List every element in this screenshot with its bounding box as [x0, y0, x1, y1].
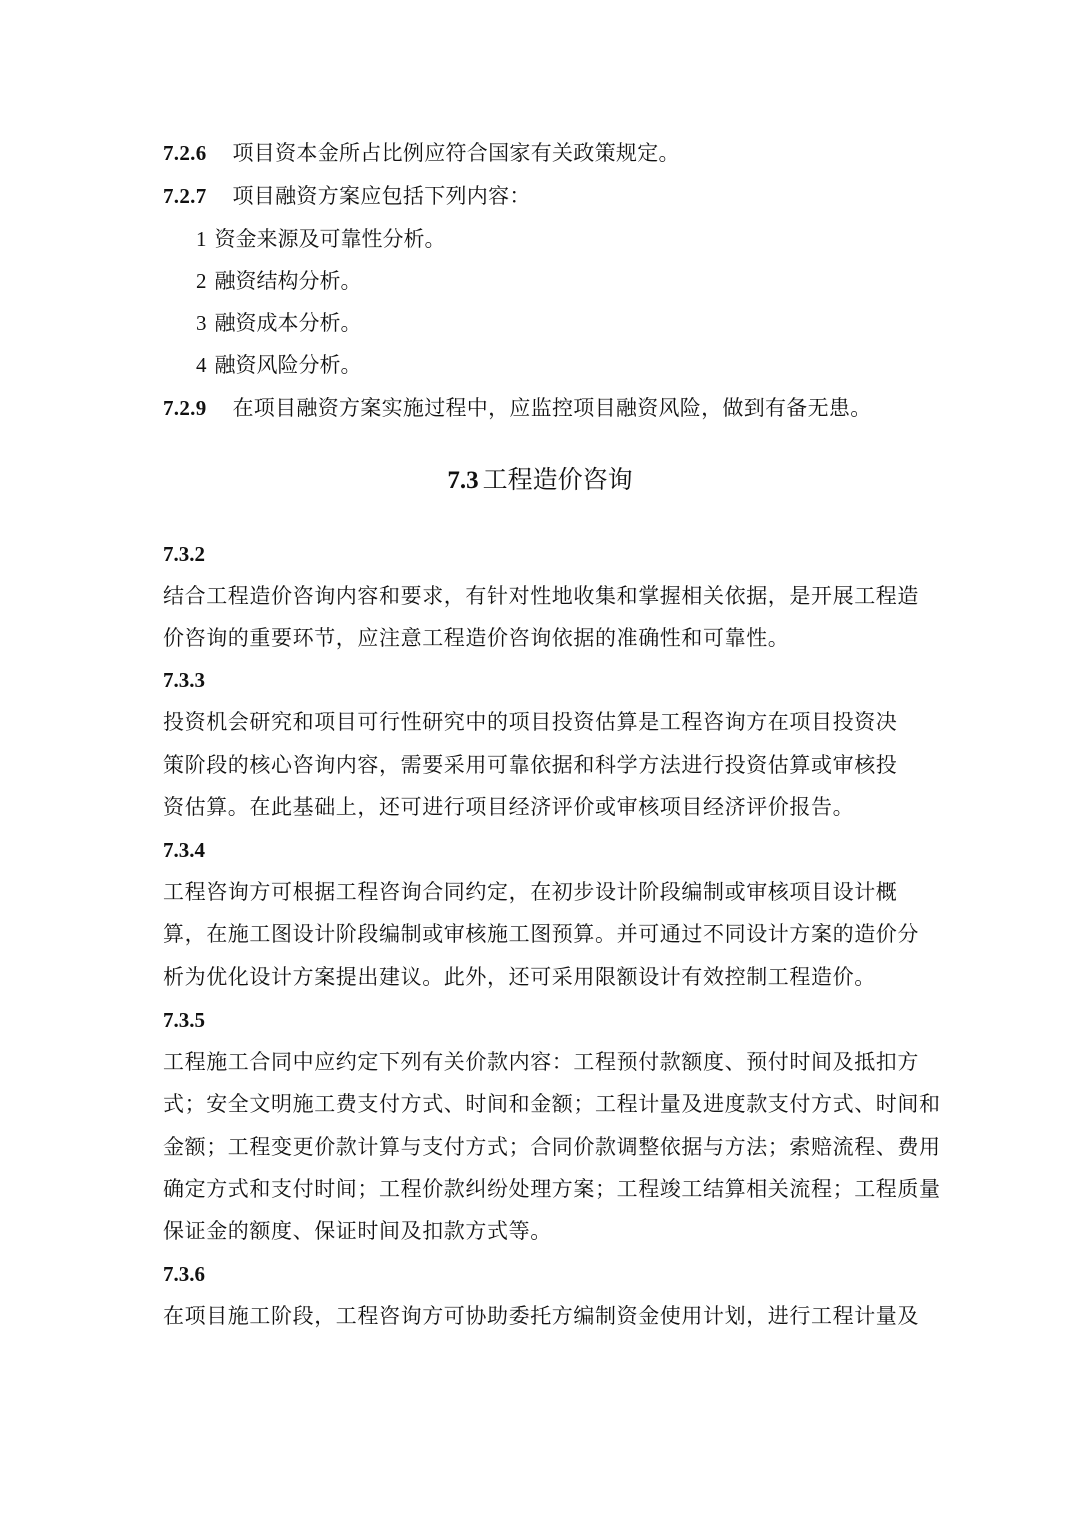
paragraph-line: 价咨询的重要环节，应注意工程造价咨询依据的准确性和可靠性。: [163, 626, 790, 650]
paragraph-line: 工程咨询方可根据工程咨询合同约定，在初步设计阶段编制或审核项目设计概: [163, 880, 898, 904]
paragraph-line: 策阶段的核心咨询内容，需要采用可靠依据和科学方法进行投资估算或审核投: [163, 753, 898, 777]
paragraph-line: 析为优化设计方案提出建议。此外，还可采用限额设计有效控制工程造价。: [163, 965, 876, 989]
clause-number: 7.2.6: [163, 141, 207, 165]
paragraph-line: 确定方式和支付时间；工程价款纠纷处理方案；工程竣工结算相关流程；工程质量: [163, 1177, 941, 1201]
paragraph-line: 资估算。在此基础上，还可进行项目经济评价或审核项目经济评价报告。: [163, 795, 855, 819]
section-heading: [0, 464, 1080, 497]
clause-7-2-6: [163, 139, 680, 167]
list-item: [196, 309, 362, 337]
clause-number-7-3-5: 7.3.5: [163, 1008, 205, 1032]
clause-number-7-3-6: 7.3.6: [163, 1262, 205, 1286]
list-item-text: 融资风险分析。: [214, 353, 362, 377]
list-item-text: 融资成本分析。: [214, 311, 362, 335]
clause-text: 在项目融资方案实施过程中，应监控项目融资风险，做到有备无患。: [232, 396, 872, 420]
clause-text: 项目融资方案应包括下列内容：: [232, 184, 531, 208]
paragraph-line: 在项目施工阶段，工程咨询方可协助委托方编制资金使用计划，进行工程计量及: [163, 1304, 919, 1328]
list-item-number: 3: [196, 311, 207, 335]
section-heading-title: 工程造价咨询: [482, 465, 633, 494]
clause-number: 7.2.7: [163, 184, 207, 208]
list-item-number: 1: [196, 227, 207, 251]
clause-number-7-3-3: 7.3.3: [163, 668, 205, 692]
clause-7-2-7: [163, 182, 531, 210]
list-item-text: 融资结构分析。: [214, 269, 362, 293]
clause-number: 7.2.9: [163, 396, 207, 420]
paragraph-line: 算，在施工图设计阶段编制或审核施工图预算。并可通过不同设计方案的造价分: [163, 922, 919, 946]
paragraph-line: 保证金的额度、保证时间及扣款方式等。: [163, 1219, 552, 1243]
paragraph-line: 结合工程造价咨询内容和要求，有针对性地收集和掌握相关依据，是开展工程造: [163, 584, 919, 608]
list-item: [196, 267, 362, 295]
list-item-text: 资金来源及可靠性分析。: [214, 227, 446, 251]
clause-number-7-3-2: 7.3.2: [163, 542, 205, 566]
section-heading-number: 7.3: [447, 467, 479, 494]
paragraph-line: 式；安全文明施工费支付方式、时间和金额；工程计量及进度款支付方式、时间和: [163, 1092, 941, 1116]
list-item-number: 2: [196, 269, 207, 293]
list-item: [196, 225, 446, 253]
clause-7-2-9: [163, 394, 872, 422]
clause-text: 项目资本金所占比例应符合国家有关政策规定。: [232, 141, 680, 165]
list-item: [196, 351, 362, 379]
paragraph-line: 投资机会研究和项目可行性研究中的项目投资估算是工程咨询方在项目投资决: [163, 710, 898, 734]
clause-number-7-3-4: 7.3.4: [163, 838, 205, 862]
list-item-number: 4: [196, 353, 207, 377]
paragraph-line: 工程施工合同中应约定下列有关价款内容：工程预付款额度、预付时间及抵扣方: [163, 1050, 919, 1074]
paragraph-line: 金额；工程变更价款计算与支付方式；合同价款调整依据与方法；索赔流程、费用: [163, 1135, 941, 1159]
